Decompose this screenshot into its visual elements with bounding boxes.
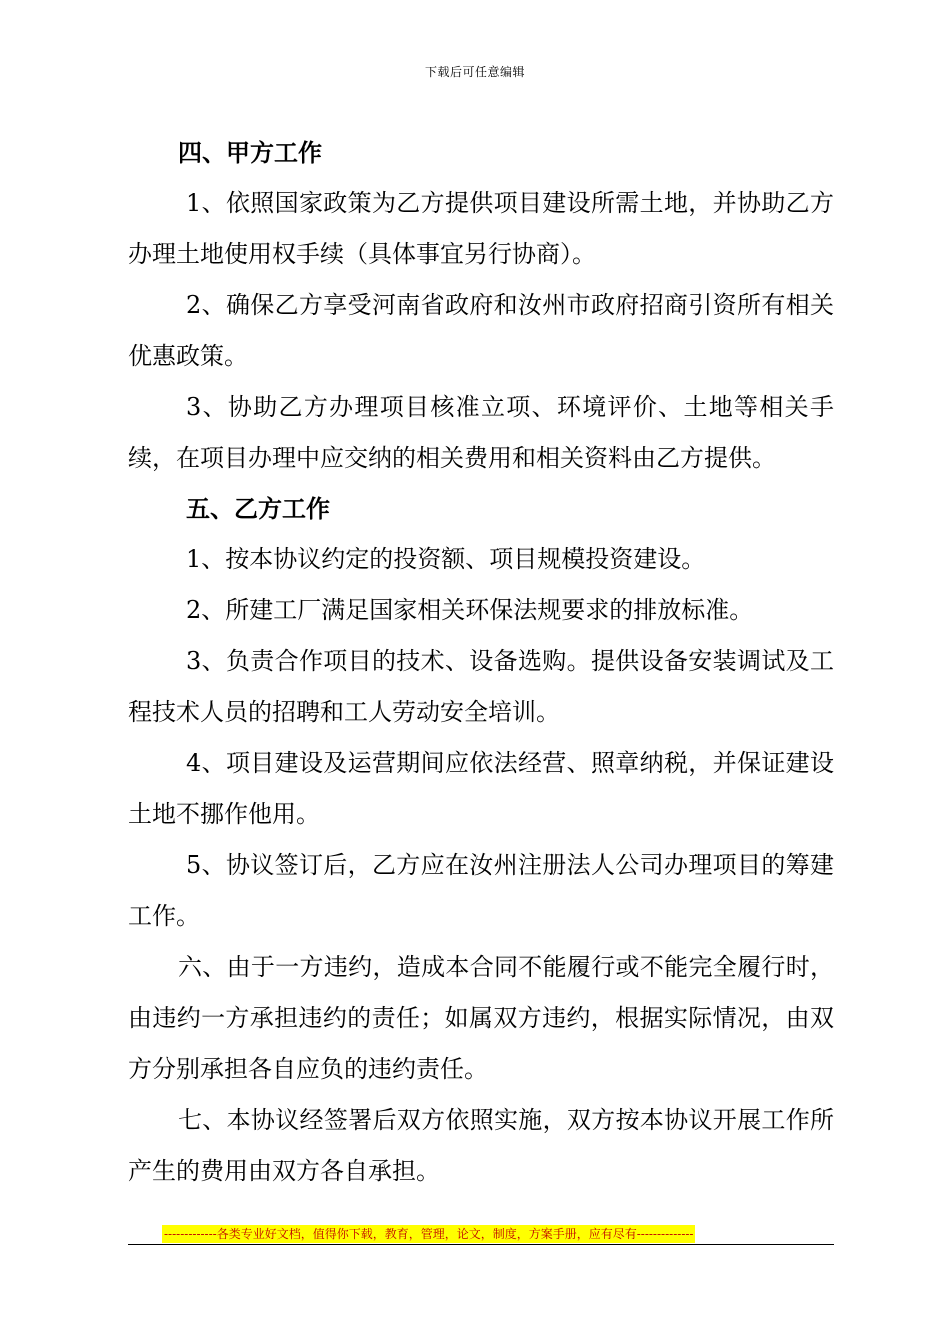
section-heading-party-b: 五、乙方工作 [186, 495, 330, 523]
footer-divider [128, 1244, 834, 1245]
section-heading-party-a: 四、甲方工作 [178, 139, 322, 167]
breach-clause: 六、由于一方违约，造成本合同不能履行或不能完全履行时，由违约一方承担违约的责任；如属双方违约，根据实际情况，由双方分别承担各自应负的违约责任。 [128, 953, 834, 1083]
footer-banner: -------------各类专业好文档，值得你下载，教育，管理，论文，制度，方案手册，应有尽有-------------- [164, 1227, 694, 1241]
party-b-clause-5: 5、协议签订后，乙方应在汝州注册法人公司办理项目的筹建工作。 [128, 851, 834, 930]
party-b-clause-3: 3、负责合作项目的技术、设备选购。提供设备安装调试及工程技术人员的招聘和工人劳动安全培训。 [128, 647, 834, 726]
party-a-clause-2: 2、确保乙方享受河南省政府和汝州市政府招商引资所有相关优惠政策。 [128, 291, 834, 370]
page-header: 下载后可任意编辑 [424, 65, 525, 79]
implementation-clause: 七、本协议经签署后双方依照实施，双方按本协议开展工作所产生的费用由双方各自承担。 [128, 1106, 834, 1185]
party-a-clause-1: 1、依照国家政策为乙方提供项目建设所需土地，并协助乙方办理土地使用权手续（具体事宜另行协商）。 [128, 189, 834, 268]
party-a-clause-3: 3、协助乙方办理项目核准立项、环境评价、土地等相关手续，在项目办理中应交纳的相关费用和相关资料由乙方提供。 [128, 393, 834, 472]
party-b-clause-2: 2、所建工厂满足国家相关环保法规要求的排放标准。 [186, 596, 754, 624]
document-body [128, 128, 834, 1197]
party-b-clause-4: 4、项目建设及运营期间应依法经营、照章纳税，并保证建设土地不挪作他用。 [128, 749, 834, 828]
party-b-clause-1: 1、按本协议约定的投资额、项目规模投资建设。 [186, 545, 706, 573]
